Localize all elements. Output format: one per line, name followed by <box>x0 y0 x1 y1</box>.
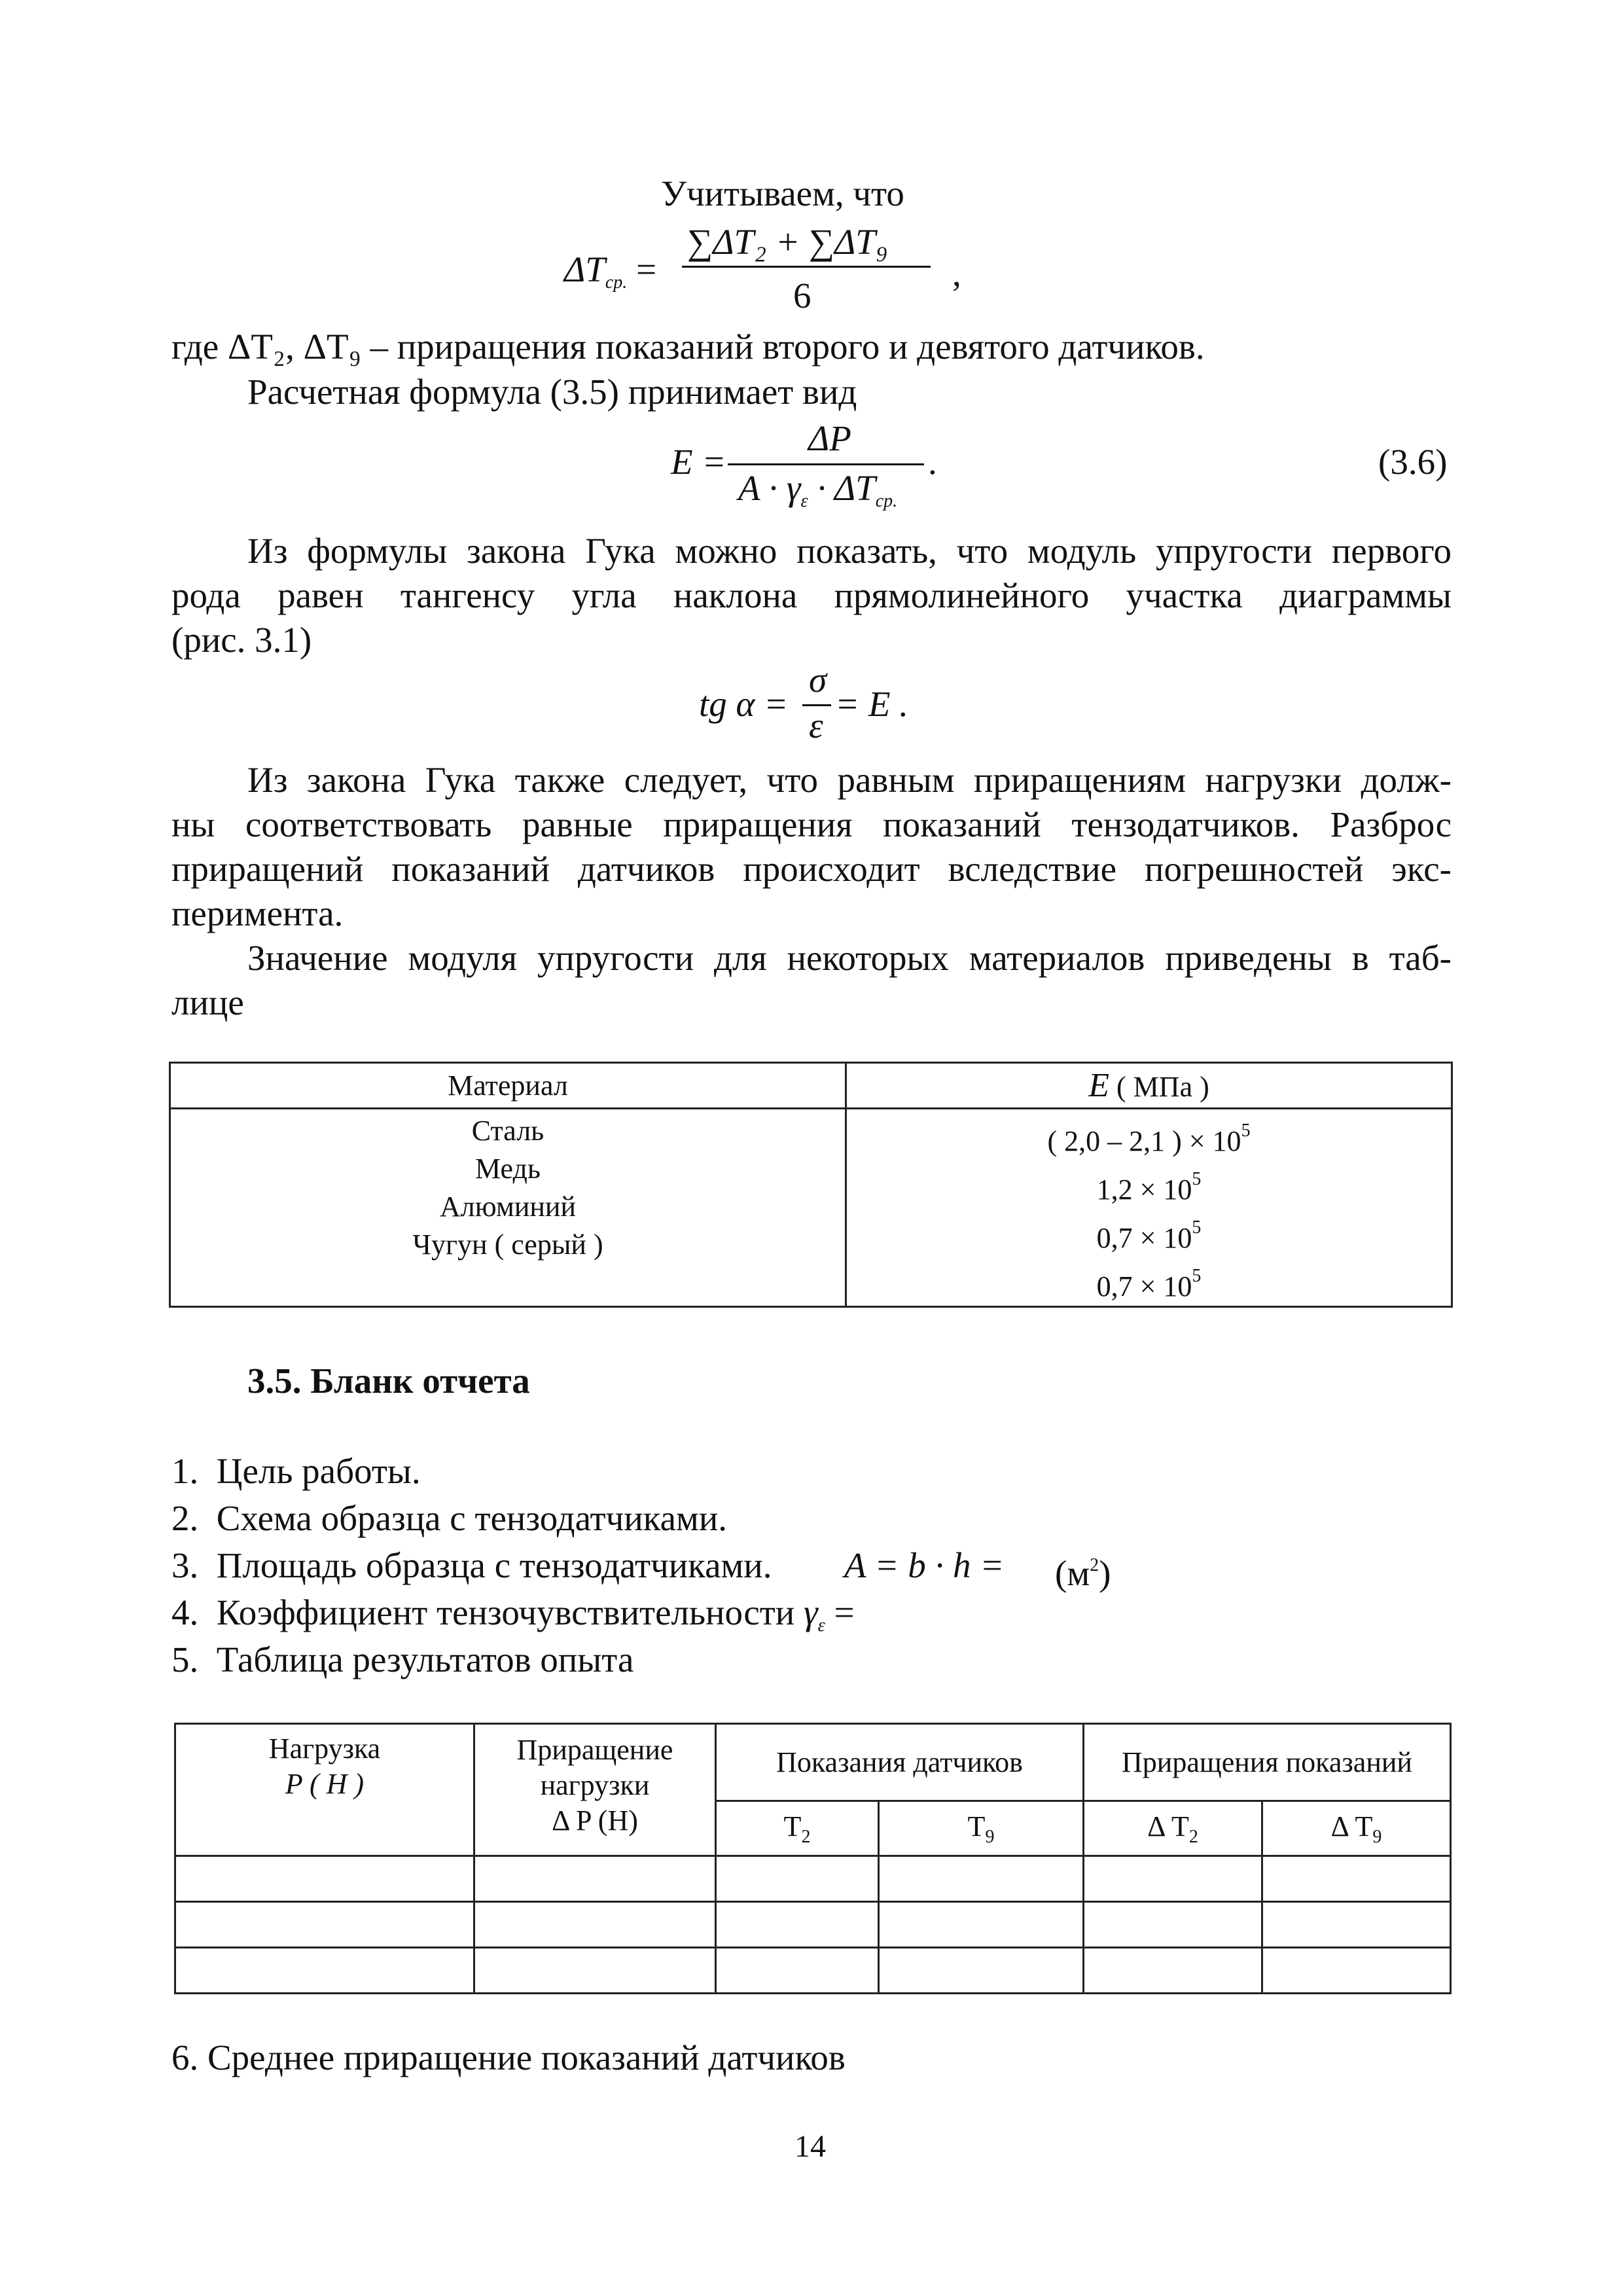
formula1-comma: , <box>952 253 961 293</box>
material-value: $0,7 \times 10^5$ <box>1096 1266 1202 1302</box>
col-increment-header: Приращение нагрузки Δ P (Н) <box>474 1724 716 1856</box>
para-values-line2: лице <box>171 982 244 1022</box>
formula2-fraction-bar <box>728 463 924 465</box>
empty-cell[interactable] <box>879 1948 1084 1994</box>
empty-cell[interactable] <box>879 1902 1084 1948</box>
empty-cell[interactable] <box>716 1856 879 1902</box>
empty-cell[interactable] <box>1262 1902 1451 1948</box>
where-line: где ΔT₂, ΔT₉ – приращения показаний второго и девятого датчиков. <box>171 327 1205 367</box>
para-spread-line4: перимента. <box>171 893 344 933</box>
para-spread-line3: приращений показаний датчиков происходит вследствие погрешностей экс- <box>171 849 1452 889</box>
area-formula: A = b · h = <box>844 1545 1005 1585</box>
formula3-numerator: σ <box>809 660 827 700</box>
equation-number: (3.6) <box>1378 442 1448 482</box>
results-empty-row <box>175 1856 1451 1902</box>
subcol-t9: $Т_9$ <box>879 1801 1084 1856</box>
formula2-period: . <box>928 442 937 482</box>
report-item: 4. Коэффициент тензочувствительности $\gamma_\varepsilon$ = <box>171 1592 855 1636</box>
subcol-dt2: Δ $Т_2$ <box>1084 1801 1262 1856</box>
formula3-denominator: ε <box>809 706 823 745</box>
para-values-line1: Значение модуля упругости для некоторых материалов приведены в таб- <box>247 938 1452 978</box>
material-value: $0,7 \times 10^5$ <box>1096 1217 1202 1254</box>
para-hooke-line1: Из формулы закона Гука можно показать, что модуль упругости первого <box>247 531 1452 571</box>
empty-cell[interactable] <box>474 1948 716 1994</box>
col-load-header: Нагрузка P ( Н ) <box>175 1724 474 1856</box>
empty-cell[interactable] <box>175 1856 474 1902</box>
formula1-fraction-bar <box>682 266 931 268</box>
empty-cell[interactable] <box>716 1902 879 1948</box>
formula2-denominator: $A \cdot \gamma_\varepsilon \cdot \Delta T_{ср.}$ <box>738 468 898 511</box>
subcol-dt9: Δ $Т_9$ <box>1262 1801 1451 1856</box>
materials-table <box>169 1062 1453 1308</box>
col-increments-header: Приращения показаний <box>1084 1724 1451 1801</box>
materials-header-material: Материал <box>170 1063 846 1109</box>
formula3-lhs: tg α = <box>699 684 789 724</box>
subcol-t2: $Т_2$ <box>716 1801 879 1856</box>
para-spread-line2: ны соответствовать равные приращения показаний тензодатчиков. Разброс <box>171 804 1452 844</box>
material-name: Алюминий <box>439 1191 577 1223</box>
report-item: 1. Цель работы. <box>171 1451 421 1491</box>
para-hooke-line2: рода равен тангенсу угла наклона прямолинейного участка диаграммы <box>171 575 1452 615</box>
report-item: 5. Таблица результатов опыта <box>171 1640 634 1679</box>
formula2-lhs: E = <box>671 442 726 482</box>
report-item: 3. Площадь образца с тензодатчиками. <box>171 1545 772 1585</box>
empty-cell[interactable] <box>1262 1948 1451 1994</box>
empty-cell[interactable] <box>175 1902 474 1948</box>
materials-values-cell <box>846 1109 1452 1307</box>
para-spread-line1: Из закона Гука также следует, что равным приращениям нагрузки долж- <box>247 760 1452 800</box>
results-empty-row <box>175 1948 1451 1994</box>
empty-cell[interactable] <box>716 1948 879 1994</box>
col-readings-header: Показания датчиков <box>716 1724 1084 1801</box>
intro-line: Учитываем, что <box>661 173 904 213</box>
empty-cell[interactable] <box>1084 1856 1262 1902</box>
material-name: Медь <box>475 1153 541 1185</box>
report-item: 2. Схема образца с тензодатчиками. <box>171 1498 728 1538</box>
formula1-numerator: ∑ΔT₂ + ∑ΔT₉ <box>687 222 889 262</box>
material-name: Сталь <box>471 1115 544 1147</box>
material-value: ( 2,0 – 2,1 ) × $10^5$ <box>1047 1121 1251 1157</box>
formula2-numerator: ΔP <box>808 418 851 458</box>
formula3-rhs: = E . <box>835 684 908 724</box>
empty-cell[interactable] <box>474 1902 716 1948</box>
empty-cell[interactable] <box>1084 1902 1262 1948</box>
empty-cell[interactable] <box>175 1948 474 1994</box>
results-empty-row <box>175 1902 1451 1948</box>
para-hooke-line3: (рис. 3.1) <box>171 620 312 660</box>
section-heading: 3.5. Бланк отчета <box>247 1361 530 1401</box>
empty-cell[interactable] <box>474 1856 716 1902</box>
material-value: $1,2 \times 10^5$ <box>1096 1169 1202 1206</box>
area-unit: $(м^2)$ <box>1055 1553 1111 1593</box>
empty-cell[interactable] <box>879 1856 1084 1902</box>
calc-line: Расчетная формула (3.5) принимает вид <box>247 372 857 412</box>
formula1-lhs: $\Delta T_{ср.}$ = <box>564 249 657 293</box>
page-number: 14 <box>794 2129 826 2164</box>
report-item-6: 6. Среднее приращение показаний датчиков <box>171 2037 846 2077</box>
materials-header-e: E ( МПа ) <box>846 1063 1452 1109</box>
formula1-denominator: 6 <box>793 276 812 315</box>
results-table <box>174 1723 1452 1994</box>
materials-names-cell <box>170 1109 846 1307</box>
material-name: Чугун ( серый ) <box>412 1229 603 1261</box>
empty-cell[interactable] <box>1262 1856 1451 1902</box>
empty-cell[interactable] <box>1084 1948 1262 1994</box>
